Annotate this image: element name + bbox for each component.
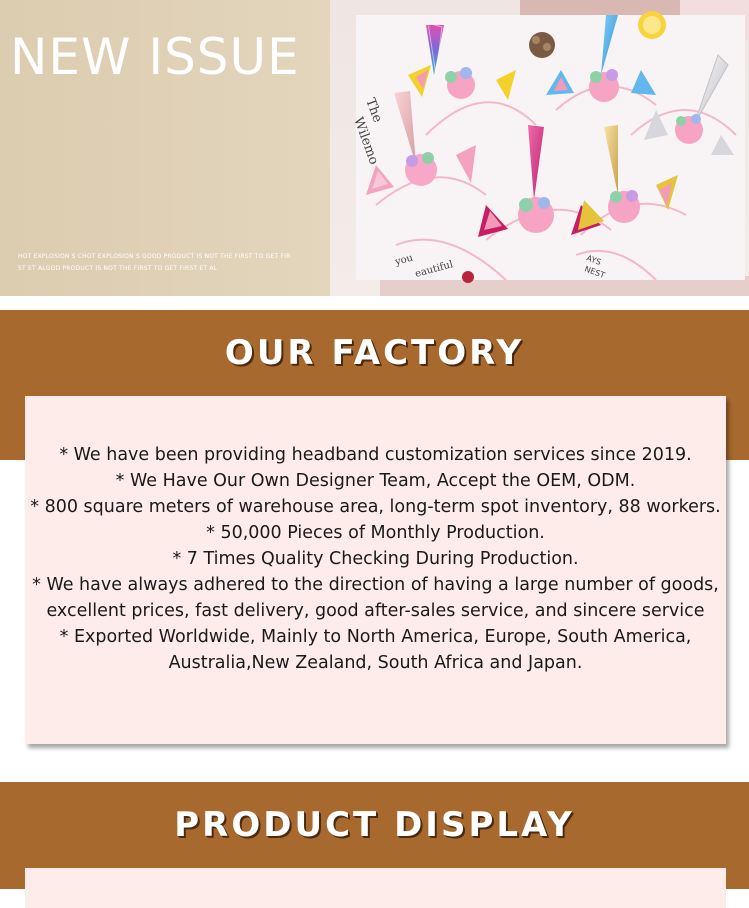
pinecone-decor <box>529 32 555 58</box>
banner-fine-print-line-2: ST ET ALGOD PRODUCT IS NOT THE FIRST TO GET FIRST ET AL <box>18 265 218 272</box>
factory-info-line: * 50,000 Pieces of Monthly Production. <box>206 523 545 543</box>
factory-info-line: * We Have Our Own Designer Team, Accept the OEM, ODM. <box>115 471 636 491</box>
card-text-3: you <box>393 252 415 268</box>
factory-info-list <box>25 442 726 676</box>
factory-info-line: * Exported Worldwide, Mainly to North America, Europe, South America, <box>59 627 692 647</box>
card-text-1: The <box>362 96 385 125</box>
factory-info-line: * We have always adhered to the direction of having a large number of goods, <box>32 575 719 595</box>
factory-info-line: * 7 Times Quality Checking During Production. <box>172 549 579 569</box>
headband-gold-horn <box>578 125 678 230</box>
unicorn-headbands-photo <box>350 15 745 281</box>
factory-info-line: * We have been providing headband customization services since 2019. <box>59 445 692 465</box>
headband-silver-horn <box>644 55 734 155</box>
card-text-6: NEST <box>583 264 607 281</box>
factory-info-line: * 800 square meters of warehouse area, long-term spot inventory, 88 workers. <box>30 497 721 517</box>
banner-fine-print-line-1: HOT EXPLOSION S CHOT EXPLOSION S GOOD PRODUCT IS NOT THE FIRST TO GET FIR <box>18 253 291 260</box>
product-display-card <box>25 868 726 908</box>
headband-rainbow-horn <box>408 23 516 100</box>
banner-title: NEW ISSUE <box>10 28 300 86</box>
factory-info-line: excellent prices, fast delivery, good after-sales service, and sincere service <box>46 601 705 621</box>
berry-decor <box>462 271 474 283</box>
product-display-heading: PRODUCT DISPLAY <box>174 805 575 845</box>
our-factory-heading: OUR FACTORY <box>224 333 525 373</box>
factory-info-card <box>25 396 726 744</box>
new-issue-banner <box>0 0 749 296</box>
card-text-2: Wilemo <box>350 115 382 167</box>
card-text-5: AYS <box>585 253 603 267</box>
factory-info-line: Australia,New Zealand, South Africa and Japan. <box>168 653 583 673</box>
lemon-slice-decor <box>638 11 666 39</box>
card-text-4: eautiful <box>413 259 455 280</box>
